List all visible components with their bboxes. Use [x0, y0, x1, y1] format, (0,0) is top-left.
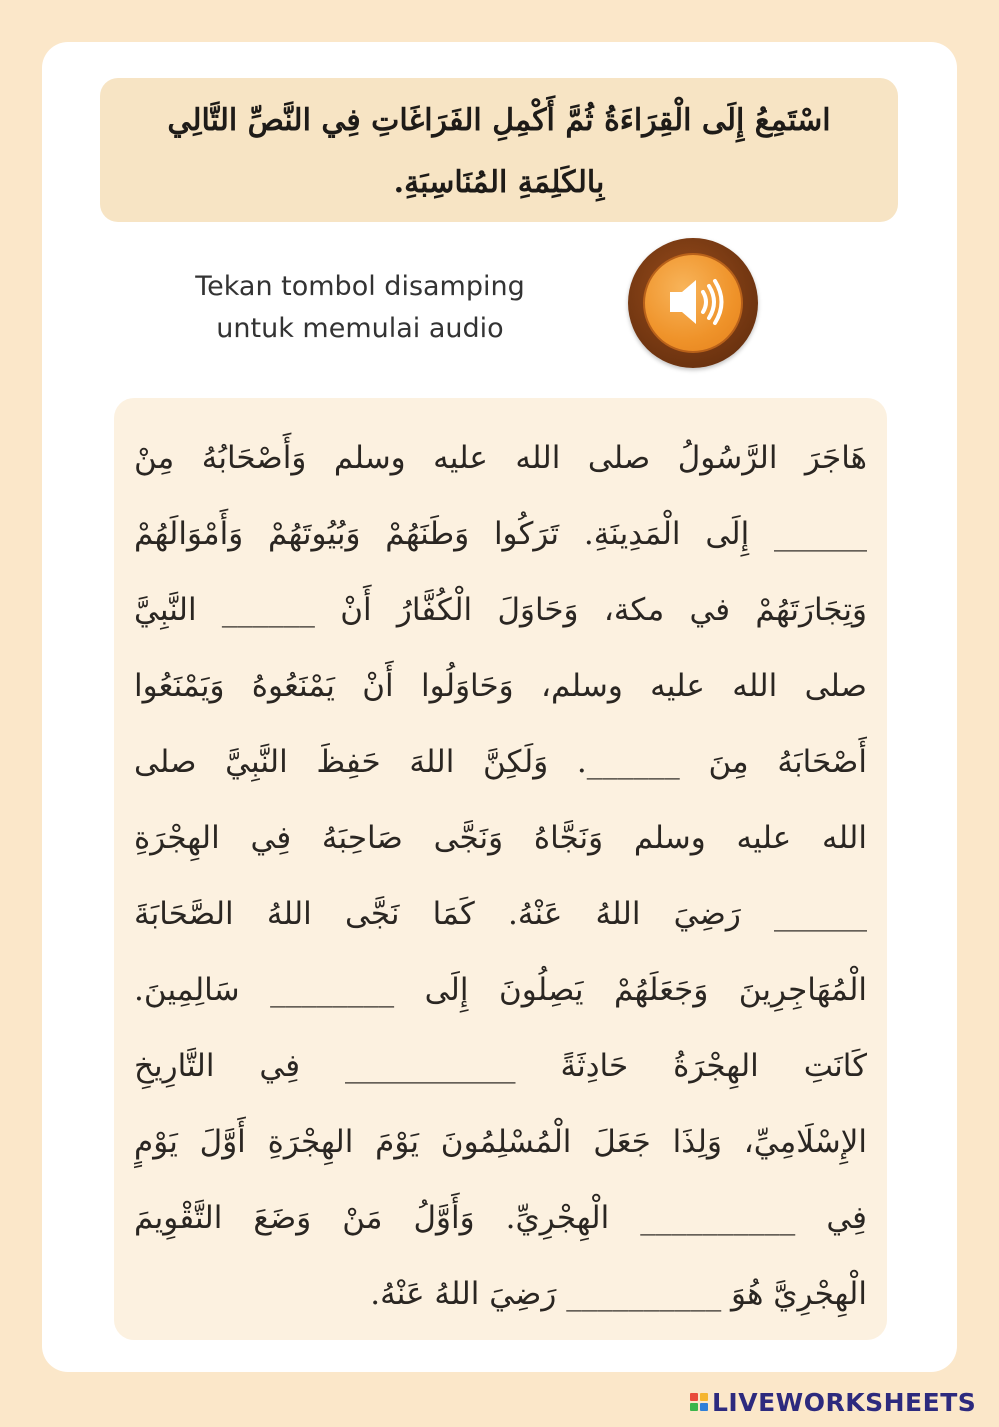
passage-line: الله عليه وسلم وَنَجَّاهُ وَنَجَّى صَاحِبَهُ فِي الهِجْرَةِ: [134, 820, 867, 856]
passage-line: هَاجَرَ الرَّسُولُ صلى الله عليه وسلم وَأَصْحَابُهُ مِنْ: [134, 440, 867, 476]
liveworksheets-logo[interactable]: [690, 1384, 990, 1420]
passage-line-with-blank[interactable]: وَتِجَارَتَهُمْ في مكة، وَحَاوَلَ الْكُفَّارُ أَنْ ______ النَّبِيَّ: [134, 592, 867, 628]
brand-name: LIVEWORKSHEETS: [712, 1387, 977, 1417]
passage-line: صلى الله عليه وسلم، وَحَاوَلُوا أَنْ يَمْنَعُوهُ وَيَمْنَعُوا: [134, 668, 867, 704]
instruction-box: [100, 78, 898, 222]
logo-mark-icon: [690, 1393, 708, 1411]
audio-hint-line-1: Tekan tombol disamping: [195, 271, 525, 302]
audio-hint: [150, 266, 570, 350]
instruction-line-1: اسْتَمِعُ إِلَى الْقِرَاءَةُ ثُمَّ أَكْمِلِ الفَرَاغَاتِ فِي النَّصِّ التَّالِي: [167, 103, 831, 138]
passage-line: الإِسْلَامِيِّ، وَلِذَا جَعَلَ الْمُسْلِمُونَ يَوْمَ الهِجْرَةِ أَوَّلَ يَوْمٍ: [134, 1124, 867, 1160]
instruction-line-2: بِالكَلِمَةِ المُنَاسِبَةِ.: [393, 165, 605, 200]
passage-line-with-blank[interactable]: ______ إِلَى الْمَدِينَةِ. تَرَكُوا وَطَنَهُمْ وَبُيُوتَهُمْ وَأَمْوَالَهُمْ: [134, 516, 867, 552]
passage-line-with-blank[interactable]: أَصْحَابَهُ مِنَ ______. وَلَكِنَّ اللهَ حَفِظَ النَّبِيَّ صلى: [134, 744, 867, 780]
passage-box: [114, 398, 887, 1340]
passage-line-with-blank[interactable]: كَانَتِ الهِجْرَةُ حَادِثَةً ___________ فِي التَّارِيخِ: [134, 1048, 867, 1084]
passage-line-with-blank[interactable]: ______ رَضِيَ اللهُ عَنْهُ. كَمَا نَجَّى اللهُ الصَّحَابَةَ: [134, 896, 867, 932]
audio-play-button[interactable]: [628, 238, 758, 368]
passage-line-with-blank[interactable]: فِي __________ الْهِجْرِيِّ. وَأَوَّلُ مَنْ وَضَعَ التَّقْوِيمَ: [134, 1200, 867, 1236]
audio-hint-line-2: untuk memulai audio: [216, 313, 504, 344]
speaker-icon[interactable]: [648, 256, 738, 348]
passage-line-with-blank[interactable]: الْهِجْرِيَّ هُوَ __________ رَضِيَ اللهُ عَنْهُ.: [370, 1276, 867, 1312]
passage-line-with-blank[interactable]: الْمُهَاجِرِينَ وَجَعَلَهُمْ يَصِلُونَ إِلَى ________ سَالِمِينَ.: [134, 972, 867, 1008]
